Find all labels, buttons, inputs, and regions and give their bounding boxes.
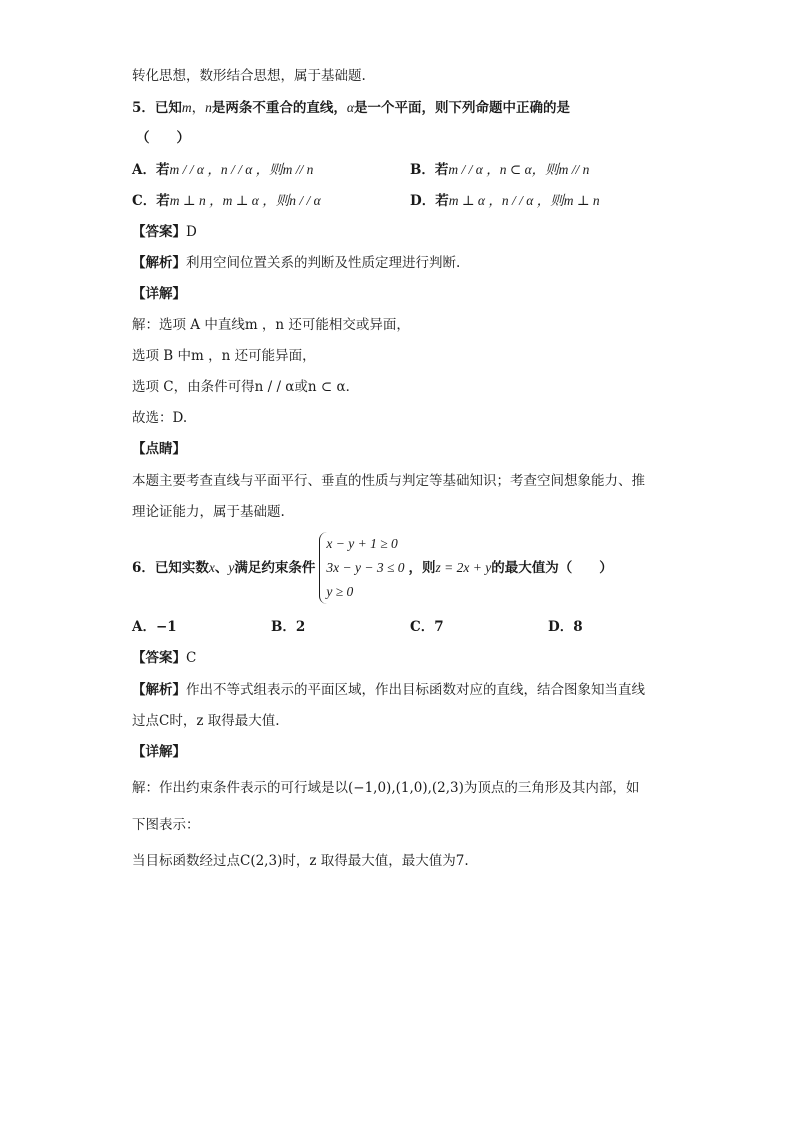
- q5-stem-b: 是两条不重合的直线，: [211, 100, 347, 116]
- q6-stem-b: 满足约束条件: [234, 560, 316, 576]
- q6-analysis-1: 作出不等式组表示的平面区域，作出目标函数对应的直线，结合图象知当直线: [186, 682, 645, 698]
- q6-stem-a: 已知实数: [154, 560, 209, 576]
- q5-option-d-expr: m ⊥ α ，n / / α ，则m ⊥ n: [448, 193, 600, 208]
- q5-analysis: 利用空间位置关系的判断及性质定理进行判断.: [186, 255, 461, 271]
- q5-option-c: [132, 191, 321, 211]
- q6-detail-tag: 【详解】: [132, 744, 186, 760]
- q5-option-b-label: B．若: [410, 162, 449, 178]
- q6-stem: [132, 532, 613, 604]
- q5-detail-3: 选项 C，由条件可得n / / α或n ⊂ α．: [132, 379, 360, 395]
- q5-analysis-tag: 【解析】: [132, 255, 186, 271]
- q5-var-n: n: [205, 100, 212, 115]
- q5-detail-2: 选项 B 中m ，n 还可能异面，: [132, 348, 316, 364]
- q5-stem-a: 已知: [154, 100, 182, 116]
- q5-detail-1: 解：选项 A 中直线m ，n 还可能相交或异面，: [132, 317, 410, 333]
- q6-answer: C: [186, 650, 197, 666]
- q5-option-c-label: C．若: [132, 193, 170, 209]
- q5-sep: ，: [191, 100, 206, 116]
- q6-constraint-system: [319, 532, 404, 604]
- q6-answer-line: [132, 648, 196, 668]
- q6-var-y: y: [228, 560, 235, 575]
- q6-analysis-2: 过点C时，z 取得最大值.: [132, 713, 280, 729]
- q6-option-c: C．7: [410, 619, 444, 635]
- q5-detail-tag: 【详解】: [132, 286, 186, 302]
- q5-option-c-expr: m ⊥ n ，m ⊥ α ，则n / / α: [169, 193, 321, 208]
- q5-option-b-expr: m / / α ，n ⊂ α，则m // n: [448, 162, 590, 177]
- q5-stem-c: 是一个平面，则下列命题中正确的是: [354, 100, 570, 116]
- q6-detail-2: 下图表示：: [132, 817, 200, 833]
- q5-answer-tag: 【答案】: [132, 224, 186, 240]
- q6-option-a: A．−1: [132, 619, 177, 635]
- q6-objective: z = 2x + y: [435, 560, 492, 575]
- q5-answer-line: [132, 222, 197, 242]
- q5-option-a-label: A．若: [132, 162, 170, 178]
- q5-var-alpha: α: [346, 100, 354, 115]
- q6-detail-1: 解：作出约束条件表示的可行域是以(−1,0),(1,0),(2,3)为顶点的三角形及其内部，如: [132, 780, 640, 796]
- q6-stem-c: ，则: [408, 560, 436, 576]
- q5-option-d: [410, 191, 600, 211]
- q6-constraint-2: 3x − y − 3 ≤ 0: [326, 560, 405, 575]
- q6-number: 6．: [132, 560, 155, 576]
- q6-var-x: x: [208, 560, 215, 575]
- q5-answer: D: [186, 224, 197, 240]
- q6-detail-3: 当目标函数经过点C(2,3)时，z 取得最大值，最大值为7.: [132, 853, 469, 869]
- q6-answer-tag: 【答案】: [132, 650, 186, 666]
- q5-number: 5．: [132, 100, 155, 116]
- q6-stem-d: 的最大值为（ ）: [491, 560, 613, 576]
- q6-option-b: B．2: [271, 619, 306, 635]
- q5-option-a: [132, 160, 313, 180]
- prev-solution-tail: 转化思想，数形结合思想，属于基础题.: [132, 68, 366, 84]
- q6-constraint-3: y ≥ 0: [326, 584, 354, 599]
- q5-detail-4: 故选：D.: [132, 410, 188, 426]
- q6-dot: 、: [214, 560, 229, 576]
- q5-comment-1: 本题主要考查直线与平面平行、垂直的性质与判定等基础知识；考查空间想象能力、推: [132, 473, 645, 489]
- q5-comment-tag: 【点睛】: [132, 441, 186, 457]
- q5-comment-2: 理论证能力，属于基础题.: [132, 504, 285, 520]
- q5-paren: （ ）: [136, 130, 190, 146]
- q6-analysis-line: [132, 680, 645, 700]
- q6-constraint-1: x − y + 1 ≥ 0: [326, 536, 398, 551]
- q5-option-a-expr: m / / α ，n / / α ，则m // n: [169, 162, 314, 177]
- q5-analysis-line: [132, 253, 460, 273]
- q5-option-b: [410, 160, 589, 180]
- q6-analysis-tag: 【解析】: [132, 682, 186, 698]
- q5-option-d-label: D．若: [410, 193, 449, 209]
- q6-option-d: D．8: [548, 619, 583, 635]
- q5-var-m: m: [181, 100, 192, 115]
- q5-stem: [132, 98, 570, 118]
